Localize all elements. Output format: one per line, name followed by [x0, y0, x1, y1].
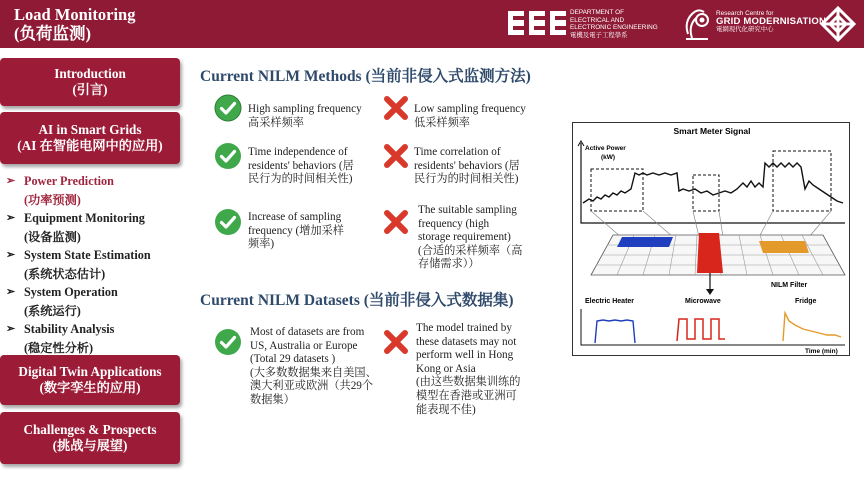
fridge-segment-box [773, 151, 831, 211]
department-name: DEPARTMENT OF ELECTRICAL AND ELECTRONIC ENGINEERING 電機及電子工程學系 [570, 9, 658, 39]
heater-signal [595, 320, 635, 343]
heater-filter-cell [617, 237, 673, 247]
microwave-signal [677, 319, 725, 341]
polyu-logo-icon [818, 5, 858, 43]
nilm-filter-label: NILM Filter [771, 282, 808, 289]
arrow-bullet-icon: ➢ [6, 212, 16, 224]
pro-item-time-independence: Time independence of residents' behaviors (居 民行为的时间相关性) [248, 146, 354, 186]
arrow-bullet-icon: ➢ [6, 286, 16, 298]
title-zh: (负荷监测) [14, 24, 91, 43]
nilm-diagram [572, 122, 850, 356]
header-bar [0, 0, 864, 48]
pro-item-high-sampling: High sampling frequency 高采样频率 [248, 103, 362, 129]
fridge-signal [783, 313, 841, 341]
microwave-filter-cell [697, 233, 723, 273]
device-label-microwave: Microwave [685, 298, 721, 305]
research-centre-name: Research Centre for GRID MODERNISATION 電網現代化研究中心 [716, 10, 827, 33]
fridge-filter-cell [759, 241, 809, 253]
check-icon [214, 328, 242, 356]
sidebar-item-challenges-prospects[interactable]: Challenges & Prospects (挑战与展望) [0, 412, 180, 464]
x-axis-label: Time (min) [805, 348, 838, 355]
sub-item-stability-analysis[interactable]: ➢ Stability Analysis (稳定性分析) [6, 322, 115, 355]
arrow-bullet-icon: ➢ [6, 249, 16, 261]
pro-item-datasets-origin: Most of datasets are from US, Australia or Europe (Total 29 datasets ) (大多数数据集来自美国、 澳大利亚或欧洲（共29个 数据集） [250, 326, 377, 406]
check-icon [214, 142, 242, 170]
con-item-model-performance: The model trained by these datasets may not perform well in Hong Kong or Asia (由这些数据集训练的 模型在香港或亚洲可 能表现不佳) [416, 322, 521, 416]
microwave-segment-box [693, 175, 719, 211]
nilm-diagram-graphic [573, 123, 851, 357]
device-axes [581, 309, 845, 345]
eee-logo-icon [508, 9, 568, 37]
cross-icon [382, 208, 410, 236]
title-en: Load Monitoring [14, 5, 136, 24]
sub-item-system-state-estimation[interactable]: ➢ System State Estimation (系统状态估计) [6, 248, 151, 281]
check-icon [214, 94, 242, 122]
con-item-low-sampling: Low sampling frequency 低采样频率 [414, 103, 526, 129]
con-item-time-correlation: Time correlation of residents' behaviors (居 民行为的时间相关性) [414, 146, 520, 186]
cross-icon [382, 94, 410, 122]
con-item-suitable-sampling: The suitable sampling frequency (high storage requirement) (合适的采样频率（高 存储需求）） [418, 204, 523, 271]
cross-icon [382, 328, 410, 356]
device-label-electric-heater: Electric Heater [585, 298, 635, 305]
y-axis-unit: (kW) [601, 154, 616, 161]
sub-item-equipment-monitoring[interactable]: ➢ Equipment Monitoring (设备监测) [6, 211, 145, 244]
methods-section-title: Current NILM Methods (当前非侵入式监测方法) [200, 64, 531, 86]
heater-segment-box [591, 169, 643, 211]
check-icon [214, 208, 242, 236]
sidebar-item-digital-twin[interactable]: Digital Twin Applications (数字孪生的应用) [0, 355, 180, 405]
y-axis-label: Active Power [585, 145, 626, 152]
research-centre-logo-icon [680, 4, 714, 44]
sub-item-system-operation[interactable]: ➢ System Operation (系统运行) [6, 285, 118, 318]
sub-item-power-prediction[interactable]: ➢ Power Prediction (功率预测) [6, 174, 114, 207]
arrow-bullet-icon: ➢ [6, 175, 16, 187]
page-title [14, 5, 135, 43]
sidebar-item-ai-in-smart-grids[interactable]: AI in Smart Grids (AI 在智能电网中的应用) [0, 112, 180, 164]
cross-icon [382, 142, 410, 170]
device-label-fridge: Fridge [795, 298, 817, 305]
datasets-section-title: Current NILM Datasets (当前非侵入式数据集) [200, 288, 514, 310]
pro-item-increase-sampling: Increase of sampling frequency (增加采样 频率) [248, 211, 344, 251]
sidebar-item-introduction[interactable]: Introduction (引言) [0, 58, 180, 106]
sidebar-sub-list [6, 172, 186, 357]
arrow-bullet-icon: ➢ [6, 323, 16, 335]
diagram-title: Smart Meter Signal [673, 126, 751, 136]
